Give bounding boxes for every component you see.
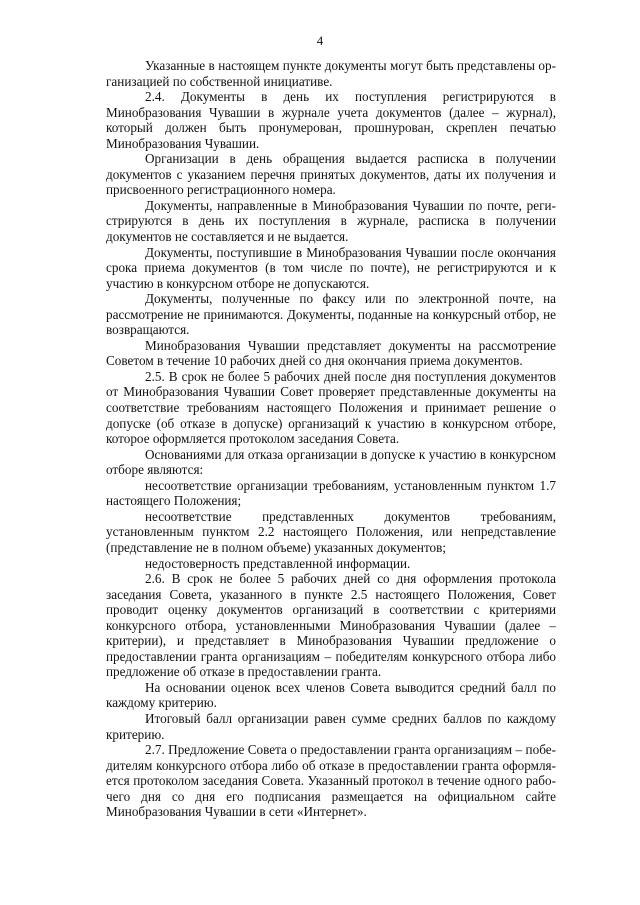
paragraph-fax-email-documents: Документы, полученные по факсу или по электронной почте, на рассмотрение не принимаются. Документы, поданные на конкурсный отбор, не возвращаются. bbox=[106, 291, 556, 338]
document-body bbox=[106, 58, 556, 820]
paragraph-late-documents: Документы, поступившие в Минобразования Чувашии после окончания срока приема документов (в том числе по почте), не регистрируются и к участию в конкурсном отборе не допускаются. bbox=[106, 244, 556, 291]
paragraph-average-score: На основании оценок всех членов Совета выводится средний балл по каждому критерию. bbox=[106, 679, 556, 711]
paragraph-mail-documents: Документы, направленные в Минобразования Чувашии по почте, регистрируются в день их поступления в журнале, расписка в получении документов не составляется и не выдается. bbox=[106, 197, 556, 245]
paragraph-2-7-council-proposal: 2.7. Предложение Совета о предоставлении гранта организациям – победителям конкурсного отбора либо об отказе в предоставлении гранта оформляется протоколом заседания Совета. Указанный протокол в течение одного рабочего дня со дня его подписания размещается на официальном сайте Минобразования Чувашии в сети «Интернет». bbox=[106, 742, 556, 820]
paragraph-refusal-ground-2: несоответствие представленных документов требованиям, установленным пунктом 2.2 настоящего Положения, или непредставление (представление не в полном объеме) указанных документов; bbox=[106, 508, 556, 555]
paragraph-total-score: Итоговый балл организации равен сумме средних баллов по каждому критерию. bbox=[106, 710, 556, 742]
paragraph-documents-own-initiative: Указанные в настоящем пункте документы могут быть представлены организацией по собственной инициативе. bbox=[106, 58, 556, 89]
paragraph-submission-to-council: Минобразования Чувашии представляет документы на рассмотрение Советом в течение 10 рабочих дней со дня окончания приема документов. bbox=[106, 337, 556, 369]
page-number: 4 bbox=[316, 33, 324, 48]
paragraph-2-5-admission-check: 2.5. В срок не более 5 рабочих дней после дня поступления документов от Минобразования Чувашии Совет проверяет представленные документы на соответствие требованиям настоящего Положения и принимает решение о допуске (об отказе в допуске) организаций к участию в конкурсном отборе, которое оформляется протоколом заседания Совета. bbox=[106, 368, 556, 447]
paragraph-refusal-ground-3: недостоверность представленной информации. bbox=[145, 555, 411, 571]
paragraph-refusal-grounds-intro: Основаниями для отказа организации в допуске к участию в конкурсном отборе являются: bbox=[106, 446, 556, 478]
paragraph-receipt-issued: Организации в день обращения выдается расписка в получении документов с указанием перечня принятых документов, даты их получения и присвоенного регистрационного номера. bbox=[106, 151, 556, 198]
paragraph-refusal-ground-1: несоответствие организации требованиям, установленным пунктом 1.7 настоящего Положения; bbox=[106, 477, 556, 509]
paragraph-2-4-registration: 2.4. Документы в день их поступления регистрируются в Минобразования Чувашии в журнале учета документов (далее – журнал), который должен быть пронумерован, прошнурован, скреплен печатью Минобразования Чувашии. bbox=[106, 89, 556, 151]
paragraph-2-6-evaluation: 2.6. В срок не более 5 рабочих дней со дня оформления протокола заседания Совета, указанного в пункте 2.5 настоящего Положения, Совет проводит оценку документов организаций в соответствии с критериями конкурсного отбора, установленными Минобразования Чувашии (далее – критерии), и представляет в Минобразования Чувашии предложение о предоставлении гранта организациям – победителям конкурсного отбора либо предложение об отказе в предоставлении гранта. bbox=[106, 571, 556, 680]
